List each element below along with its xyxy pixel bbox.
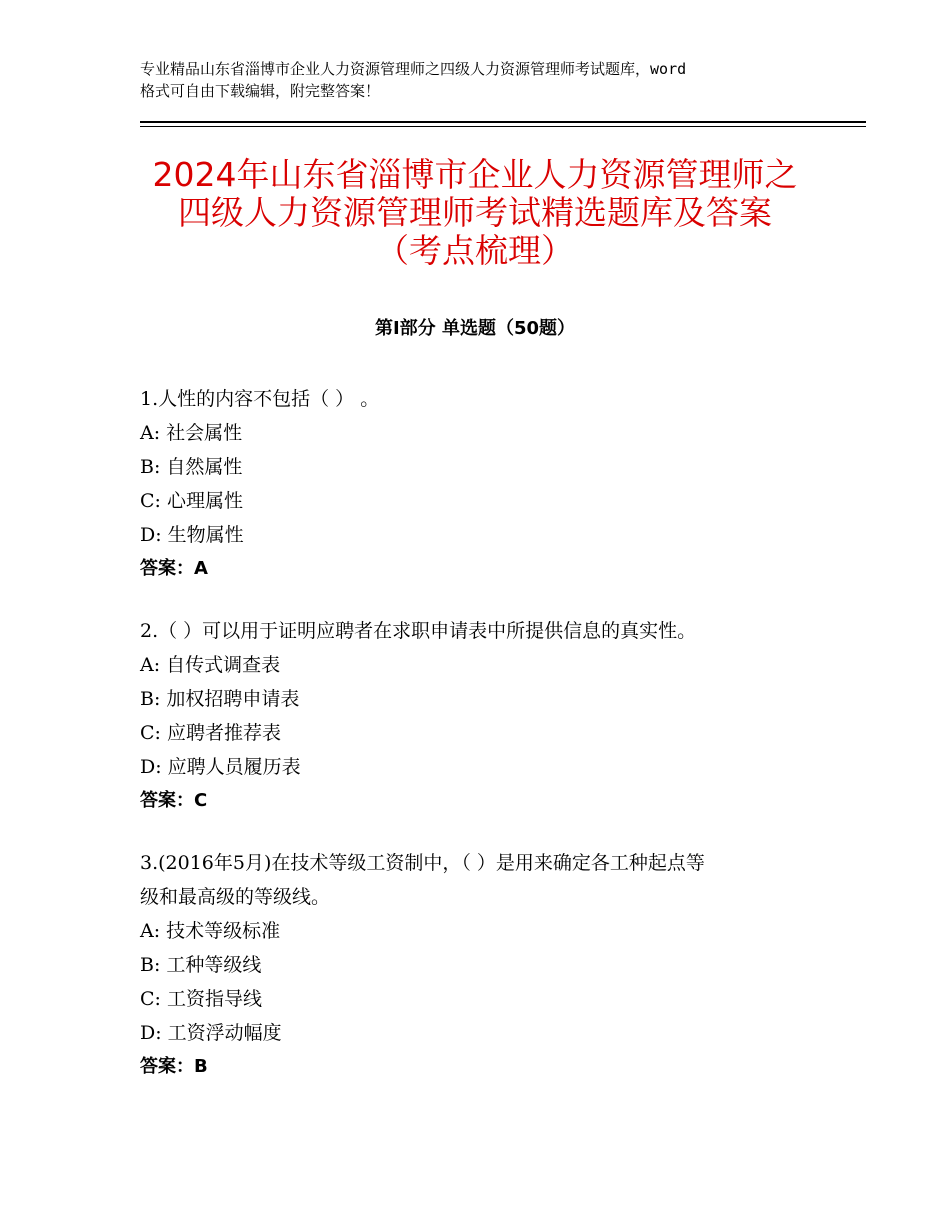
option-d: D: 工资浮动幅度 bbox=[140, 1022, 282, 1044]
document-title-line-3: （考点梳理） bbox=[376, 231, 574, 270]
option-a: A: 技术等级标准 bbox=[140, 920, 281, 942]
option-d: D: 应聘人员履历表 bbox=[140, 756, 301, 778]
header-divider-thin bbox=[140, 126, 866, 127]
question-list bbox=[140, 382, 830, 1112]
option-b: B: 自然属性 bbox=[140, 456, 243, 478]
question-stem: 2.（ ）可以用于证明应聘者在求职申请表中所提供信息的真实性。 bbox=[140, 620, 697, 642]
document-title bbox=[100, 156, 850, 270]
question-stem: 3.(2016年5月)在技术等级工资制中，（ ）是用来确定各工种起点等 bbox=[140, 852, 705, 874]
question-stem: 1.人性的内容不包括（ ） 。 bbox=[140, 388, 380, 410]
option-c: C: 应聘者推荐表 bbox=[140, 722, 281, 744]
question-item bbox=[140, 614, 830, 818]
question-stem-continued: 级和最高级的等级线。 bbox=[140, 886, 331, 908]
option-b: B: 工种等级线 bbox=[140, 954, 262, 976]
question-item bbox=[140, 382, 830, 586]
option-c: C: 工资指导线 bbox=[140, 988, 262, 1010]
header-divider-thick bbox=[140, 121, 866, 123]
option-b: B: 加权招聘申请表 bbox=[140, 688, 300, 710]
option-a: A: 社会属性 bbox=[140, 422, 243, 444]
document-title-line-2: 四级人力资源管理师考试精选题库及答案 bbox=[178, 193, 772, 232]
header-note-line-2: 格式可自由下载编辑，附完整答案！ bbox=[140, 82, 381, 100]
answer-line: 答案：B bbox=[140, 1056, 208, 1077]
header-note-line-1: 专业精品山东省淄博市企业人力资源管理师之四级人力资源管理师考试题库，word bbox=[140, 60, 687, 78]
document-title-line-1: 2024年山东省淄博市企业人力资源管理师之 bbox=[152, 155, 798, 194]
option-d: D: 生物属性 bbox=[140, 524, 244, 546]
option-c: C: 心理属性 bbox=[140, 490, 243, 512]
question-item bbox=[140, 846, 830, 1084]
answer-line: 答案：A bbox=[140, 558, 208, 579]
section-title: 第Ⅰ部分 单选题（50题） bbox=[374, 318, 575, 339]
option-a: A: 自传式调查表 bbox=[140, 654, 281, 676]
header-note bbox=[140, 58, 830, 102]
answer-line: 答案：C bbox=[140, 790, 208, 811]
